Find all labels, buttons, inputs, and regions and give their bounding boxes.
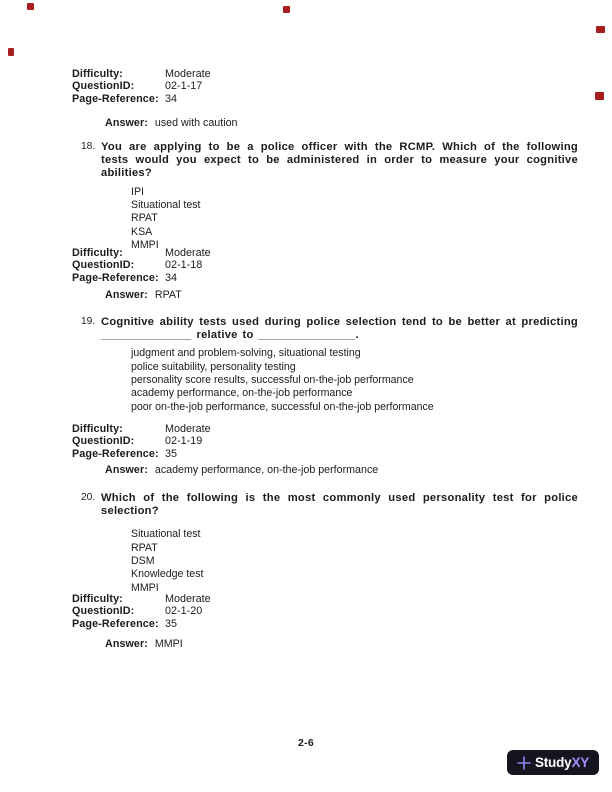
- answer-line-q18: [105, 289, 182, 301]
- option-item: personality score results, successful on-the-job performance: [131, 374, 414, 386]
- question-number: 20.: [81, 492, 96, 503]
- answer-label: Answer:: [105, 289, 148, 301]
- answer-value: RPAT: [154, 289, 182, 301]
- meta-row-question-id: [72, 80, 211, 92]
- question-20: [0, 492, 612, 595]
- page-reference-label: Page-Reference:: [72, 92, 159, 105]
- question-id-value: 02-1-20: [165, 605, 203, 618]
- option-item: academy performance, on-the-job performance: [131, 387, 353, 400]
- option-item: poor on-the-job performance, successful on-the-job performance: [131, 400, 434, 413]
- answer-line-q17: [105, 117, 237, 129]
- option-item: MMPI: [131, 238, 159, 251]
- question-id-value: 02-1-19: [165, 435, 203, 448]
- question-19: [0, 316, 612, 414]
- option-item: KSA: [131, 225, 153, 238]
- difficulty-value: Moderate: [165, 593, 211, 605]
- page-reference-label: Page-Reference:: [72, 617, 159, 630]
- meta-row-page-reference: [72, 93, 211, 105]
- difficulty-label: Difficulty:: [72, 593, 123, 605]
- options-list: [131, 528, 612, 594]
- page-reference-label: Page-Reference:: [72, 271, 159, 284]
- meta-row-difficulty: [72, 423, 211, 435]
- difficulty-value: Moderate: [165, 247, 211, 259]
- difficulty-label: Difficulty:: [72, 423, 123, 435]
- page-reference-value: 34: [165, 92, 178, 105]
- meta-block-q17: [72, 68, 211, 105]
- option-item: RPAT: [131, 212, 158, 225]
- red-mark-artifact: [8, 48, 14, 56]
- question-text: You are applying to be a police officer with the RCMP. Which of the following tests would you expect to be administered in order to measure your cognitive abilities?: [101, 141, 578, 180]
- answer-value: used with caution: [154, 117, 238, 129]
- meta-row-question-id: [72, 605, 211, 617]
- answer-line-q20: [105, 638, 183, 650]
- meta-block-q18: [72, 247, 211, 284]
- option-item: judgment and problem-solving, situational testing: [131, 347, 361, 360]
- answer-line-q19: [105, 464, 378, 476]
- logo-text-primary: Study: [534, 755, 572, 770]
- difficulty-value: Moderate: [165, 68, 211, 80]
- question-id-label: QuestionID:: [72, 435, 135, 448]
- page-number: 2-6: [297, 737, 315, 749]
- difficulty-label: Difficulty:: [72, 247, 123, 259]
- question-id-label: QuestionID:: [72, 80, 135, 93]
- difficulty-value: Moderate: [165, 423, 211, 435]
- difficulty-label: Difficulty:: [72, 68, 123, 80]
- page-reference-value: 35: [165, 447, 178, 460]
- question-id-value: 02-1-18: [165, 259, 203, 272]
- question-id-label: QuestionID:: [72, 605, 135, 618]
- meta-row-question-id: [72, 435, 211, 447]
- red-mark-artifact: [283, 6, 290, 13]
- meta-row-page-reference: [72, 448, 211, 460]
- option-item: RPAT: [131, 541, 158, 554]
- red-mark-artifact: [595, 92, 604, 100]
- page-reference-label: Page-Reference:: [72, 447, 159, 460]
- option-item: Knowledge test: [131, 568, 204, 581]
- studyxy-logo: [507, 750, 599, 775]
- question-number: 18.: [81, 141, 96, 152]
- option-item: Situational test: [131, 528, 201, 541]
- meta-block-q20: [72, 593, 211, 630]
- answer-value: academy performance, on-the-job performance: [154, 464, 379, 476]
- options-list: [131, 186, 612, 252]
- question-text: Cognitive ability tests used during police selection tend to be better at predicting ______________ relative to _______________.: [101, 316, 578, 342]
- option-item: DSM: [131, 555, 155, 567]
- answer-label: Answer:: [105, 464, 148, 476]
- meta-row-difficulty: [72, 247, 211, 259]
- option-item: Situational test: [131, 198, 201, 211]
- meta-row-question-id: [72, 259, 211, 271]
- logo-text: [535, 755, 589, 770]
- meta-row-difficulty: [72, 68, 211, 80]
- option-item: police suitability, personality testing: [131, 360, 296, 373]
- meta-block-q19: [72, 423, 211, 460]
- meta-row-difficulty: [72, 593, 211, 605]
- options-list: [131, 347, 612, 413]
- logo-text-accent: XY: [571, 755, 590, 770]
- answer-label: Answer:: [105, 117, 148, 129]
- question-18: [0, 141, 612, 252]
- question-number: 19.: [81, 316, 96, 327]
- answer-value: MMPI: [154, 638, 183, 650]
- meta-row-page-reference: [72, 618, 211, 630]
- question-id-value: 02-1-17: [165, 80, 203, 93]
- question-id-label: QuestionID:: [72, 259, 135, 272]
- red-mark-artifact: [27, 3, 34, 10]
- option-item: IPI: [131, 185, 144, 198]
- red-mark-artifact: [596, 26, 605, 33]
- plus-icon: [517, 756, 531, 770]
- page-reference-value: 34: [165, 271, 178, 284]
- option-item: MMPI: [131, 581, 159, 594]
- meta-row-page-reference: [72, 272, 211, 284]
- page-reference-value: 35: [165, 617, 178, 630]
- answer-label: Answer:: [105, 638, 148, 650]
- question-text: Which of the following is the most commonly used personality test for police selection?: [101, 492, 578, 518]
